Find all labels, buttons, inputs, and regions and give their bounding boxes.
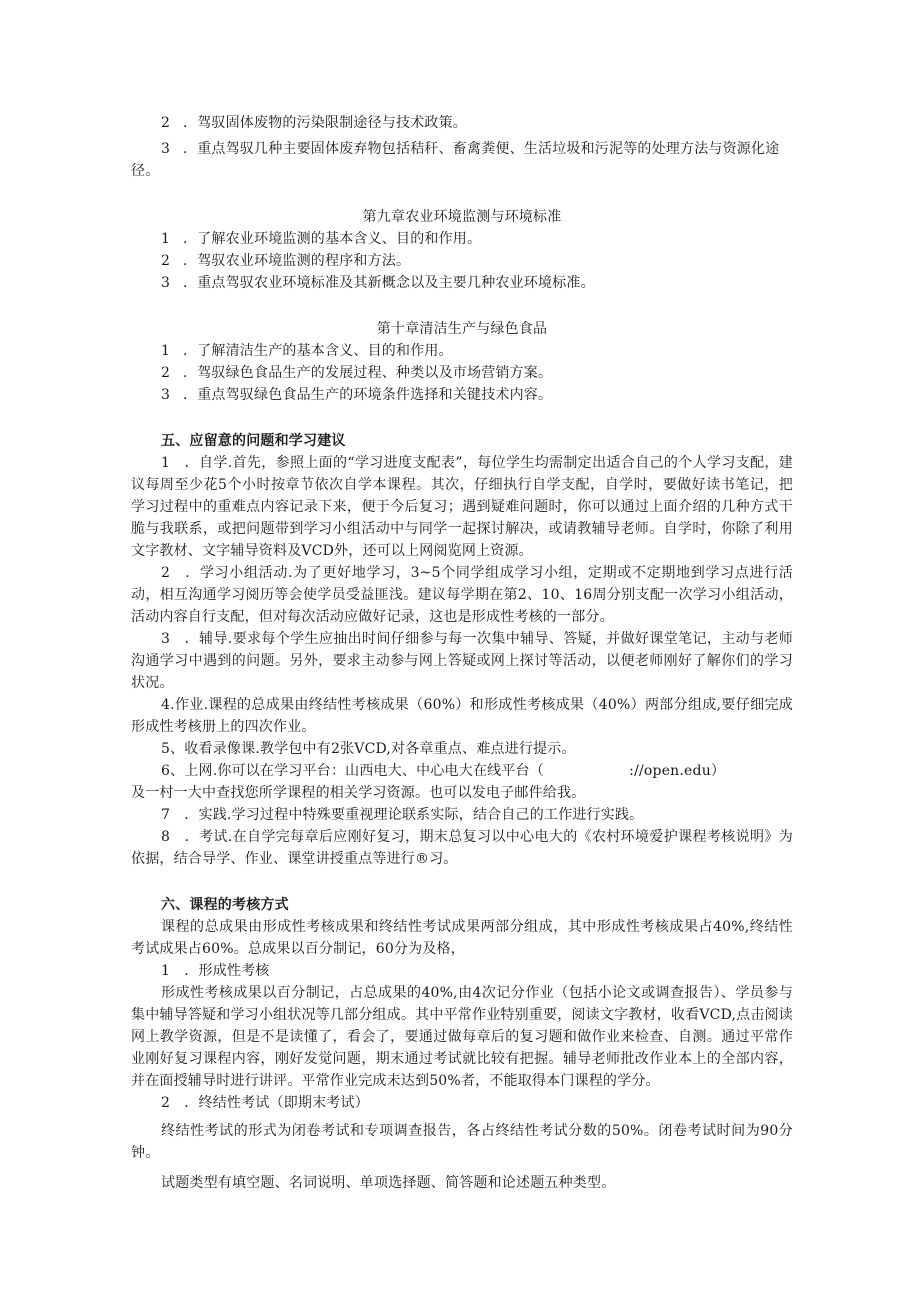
ch10-item-1 (131, 340, 793, 362)
section-5-heading: 五、应留意的问题和学习建议 (161, 433, 346, 449)
item-text: ．驾驭农业环境监测的程序和方法。 (183, 253, 411, 269)
sec6-para-2: 形成性考核成果以百分制记，占总成果的40%,由4次记分作业（包括小论文或调查报告）、学员参与集中辅导答疑和学习小组状况等几部分组成。其中平常作业特别重要，阅读文字教材，收看VCD,点击阅读网上教学资源，但是不是读懂了，看会了，要通过做每章后的复习题和做作业来检查、自测。通过平常作业刚好复习课程内容，刚好发觉问题，期末通过考试就比较有把握。辅导老师批改作业本上的全部内容，并在面授辅导时进行讲评。平常作业完成未达到50%者，不能取得本门课程的学分。 (131, 985, 793, 1089)
item-text: ．了解清洁生产的基本含义、目的和作用。 (183, 343, 453, 359)
sec5-para-6: 6、上网.你可以在学习平台：山西电大、中心电大在线平台（ ://open.edu） (161, 763, 726, 779)
item-number: 2 (161, 365, 171, 381)
chapter-10-title: 第十章清洁生产与绿色食品 (376, 321, 548, 337)
ch8-item-3 (131, 138, 793, 182)
sec6-para-1: 课程的总成果由形成性考核成果和终结性考试成果两部分组成，其中形成性考核成果占40%,终结性考试成果占60%。总成果以百分制记，60分为及格， (131, 919, 793, 957)
sec6-subheading-1: 1 ．形成性考核 (161, 963, 270, 979)
sec5-para-4: 4.作业.课程的总成果由终结性考核成果（60%）和形成性考核成果（40%）两部分组成,要仔细完成形成性考核册上的四次作业。 (131, 697, 793, 735)
sec6-para-3: 终结性考试的形式为闭卷考试和专项调查报告，各占终结性考试分数的50%。闭卷考试时间为90分钟。 (131, 1123, 793, 1161)
sec5-para-8: 8 ．考试.在自学完每章后应刚好复习，期末总复习以中心电大的《农村环境爱护课程考核说明》为依据，结合导学、作业、课堂讲授重点等进行®习。 (131, 829, 793, 867)
sec5-para-7: 7 ．实践.学习过程中特殊要重视理论联系实际，结合自己的工作进行实践。 (161, 807, 644, 823)
item-text: ．驾驭固体废物的污染限制途径与技术政策。 (183, 115, 467, 131)
item-text: ．了解农业环境监测的基本含义、目的和作用。 (183, 231, 482, 247)
item-text: ．重点驾驭农业环境标准及其新概念以及主要几种农业环境标准。 (183, 275, 595, 291)
item-number: 2 (161, 253, 171, 269)
item-number: 3 (161, 141, 171, 157)
sec5-para-3: 3 ．辅导.要求每个学生应抽出时间仔细参与每一次集中辅导、答疑，并做好课堂笔记，主动与老师沟通学习中遇到的问题。另外，要求主动参与网上答疑或网上探讨等活动，以便老师刚好了解你们的学习状况。 (131, 631, 793, 691)
sec5-para-1: 1 ．自学.首先，参照上面的“学习进度支配表”，每位学生均需制定出适合自己的个人学习支配，建议每周至少花5个小时按章节依次自学本课程。其次，仔细执行自学支配，自学时，要做好读书笔记，把学习过程中的重难点内容记录下来，便于今后复习；遇到疑难问题时，你可以通过上面介绍的几种方式干脆与我联系，或把问题带到学习小组活动中与同学一起探讨解决，或请教辅导老师。自学时，你除了利用文字教材、文字辅导资料及VCD外，还可以上网阅览网上资源。 (131, 455, 793, 559)
ch10-item-2 (131, 362, 793, 384)
sec5-para-6-continued: 及一村一大中查找您所学课程的相关学习资源。也可以发电子邮件给我。 (131, 785, 586, 801)
item-text: ．重点驾驭绿色食品生产的环境条件选择和关键技术内容。 (183, 387, 553, 403)
document-body (131, 112, 793, 1194)
item-number: 1 (161, 231, 171, 247)
sec6-para-4: 试题类型有填空题、名词说明、单项选择题、简答题和论述题五种类型。 (161, 1175, 616, 1191)
section-6-heading: 六、课程的考核方式 (161, 897, 289, 913)
ch9-item-2 (131, 250, 793, 272)
sec5-para-5: 5、收看录像课.教学包中有2张VCD,对各章重点、难点进行提示。 (161, 741, 576, 757)
item-number: 1 (161, 343, 171, 359)
item-text: ．重点驾驭几种主要固体废弃物包括秸秆、畜禽粪便、生活垃圾和污泥等的处理方法与资源化途径。 (131, 141, 780, 179)
item-number: 3 (161, 275, 171, 291)
item-text: ．驾驭绿色食品生产的发展过程、种类以及市场营销方案。 (183, 365, 553, 381)
ch10-item-3 (131, 384, 793, 406)
ch9-item-1 (131, 228, 793, 250)
ch8-item-2 (131, 112, 793, 134)
item-number: 3 (161, 387, 171, 403)
ch9-item-3 (131, 272, 793, 294)
sec5-para-2: 2 ．学习小组活动.为了更好地学习，3~5个同学组成学习小组，定期或不定期地到学习点进行活动，相互沟通学习阅历等会使学员受益匪浅。建议每学期在第2、10、16周分别支配一次学习小组活动，活动内容自行支配，但对每次活动应做好记录，这也是形成性考核的一部分。 (131, 565, 793, 625)
chapter-9-title: 第九章农业环境监测与环境标准 (362, 209, 562, 225)
sec6-subheading-2: 2 ．终结性考试（即期末考试） (161, 1095, 369, 1111)
item-number: 2 (161, 115, 171, 131)
